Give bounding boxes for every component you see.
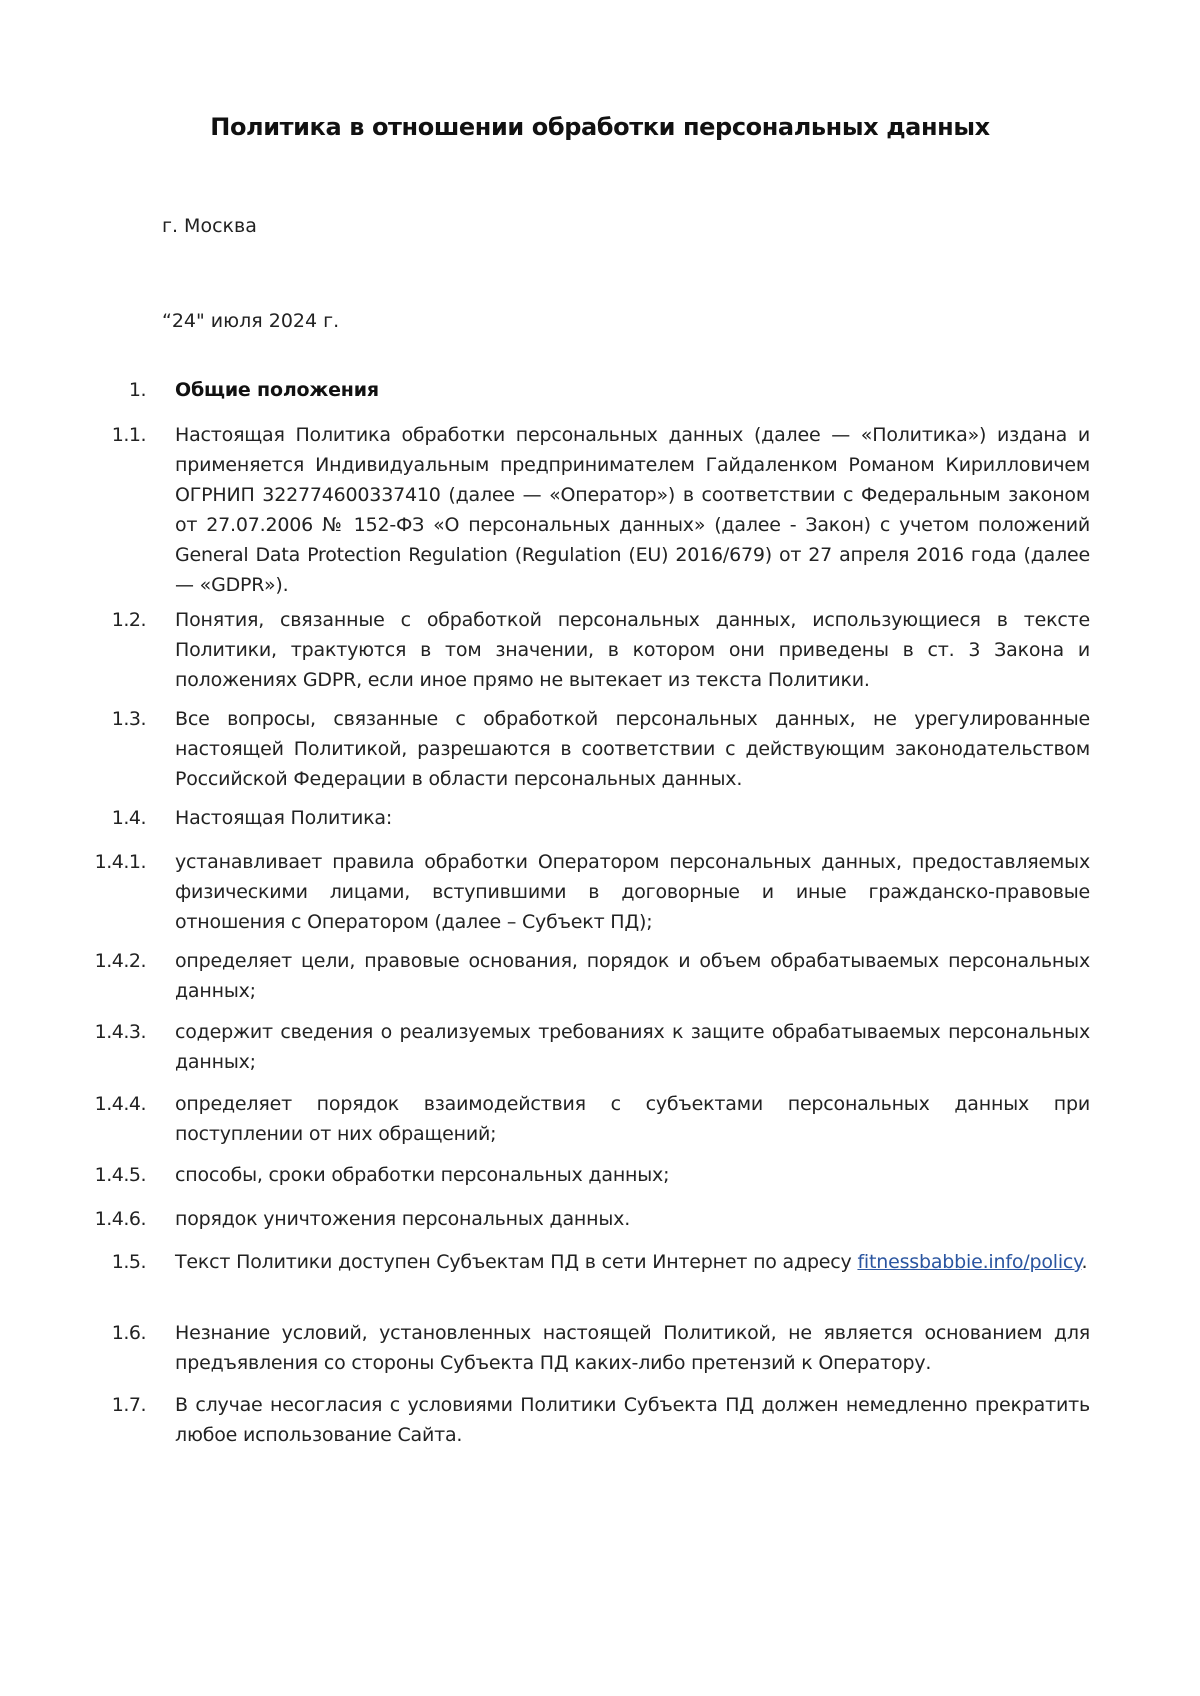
clause-number: 1.5. xyxy=(111,1251,146,1273)
policy-link[interactable]: fitnessbabbie.info/policy xyxy=(857,1251,1082,1273)
section-title: Общие положения xyxy=(175,379,379,401)
clause-text: Настоящая Политика обработки персональных данных (далее — «Политика») издана и применяется Индивидуальным предпринимателем Гайдаленком Романом Кирилловичем ОГРНИП 322774600337410 (далее — «Оператор») в соответствии с Федеральным законом от 27.07.2006 № 152-ФЗ «О персональных данных» (далее - Закон) с учетом положений General Data Protection Regulation (Regulation (EU) 2016/679) от 27 апреля 2016 года (далее — «GDPR»). xyxy=(175,424,1090,596)
document-date: “24" июля 2024 г. xyxy=(162,310,340,332)
clause-text: порядок уничтожения персональных данных. xyxy=(175,1208,631,1230)
clause-number: 1.4.5. xyxy=(94,1164,146,1186)
clause-text: В случае несогласия с условиями Политики Субъекта ПД должен немедленно прекратить любое использование Сайта. xyxy=(175,1394,1090,1446)
clause-number: 1.3. xyxy=(111,708,146,730)
clause-suffix: . xyxy=(1081,1251,1088,1273)
section-number: 1. xyxy=(128,379,146,401)
clause-number: 1.7. xyxy=(111,1394,146,1416)
clause-text: определяет цели, правовые основания, порядок и объем обрабатываемых персональных данных; xyxy=(175,950,1090,1002)
clause-number: 1.4.1. xyxy=(94,851,146,873)
clause-number: 1.4.6. xyxy=(94,1208,146,1230)
clause-number: 1.2. xyxy=(111,609,146,631)
clause-number: 1.4.3. xyxy=(94,1021,146,1043)
clause-text: Настоящая Политика: xyxy=(175,807,393,829)
clause-number: 1.1. xyxy=(111,424,146,446)
document-city: г. Москва xyxy=(162,215,257,237)
clause-text-body: Текст Политики доступен Субъектам ПД в сети Интернет по адресу xyxy=(175,1251,852,1273)
clause-number: 1.4.2. xyxy=(94,950,146,972)
clause-text: определяет порядок взаимодействия с субъектами персональных данных при поступлении от них обращений; xyxy=(175,1093,1090,1145)
clause-text xyxy=(175,1247,1090,1277)
clause-text: устанавливает правила обработки Оператором персональных данных, предоставляемых физическими лицами, вступившими в договорные и иные гражданско-правовые отношения с Оператором (далее – Субъект ПД); xyxy=(175,851,1090,933)
clause-number: 1.4.4. xyxy=(94,1093,146,1115)
clause-number: 1.4. xyxy=(111,807,146,829)
clause-text: Понятия, связанные с обработкой персональных данных, использующиеся в тексте Политики, трактуются в том значении, в котором они приведены в ст. 3 Закона и положениях GDPR, если иное прямо не вытекает из текста Политики. xyxy=(175,609,1090,691)
clause-text: содержит сведения о реализуемых требованиях к защите обрабатываемых персональных данных; xyxy=(175,1021,1090,1073)
clause-text: Незнание условий, установленных настоящей Политикой, не является основанием для предъявления со стороны Субъекта ПД каких-либо претензий к Оператору. xyxy=(175,1322,1090,1374)
clause-text: способы, сроки обработки персональных данных; xyxy=(175,1164,670,1186)
clause-text: Все вопросы, связанные с обработкой персональных данных, не урегулированные настоящей Политикой, разрешаются в соответствии с действующим законодательством Российской Федерации в области персональных данных. xyxy=(175,708,1090,790)
document-title: Политика в отношении обработки персональных данных xyxy=(210,113,990,141)
clause-number: 1.6. xyxy=(111,1322,146,1344)
